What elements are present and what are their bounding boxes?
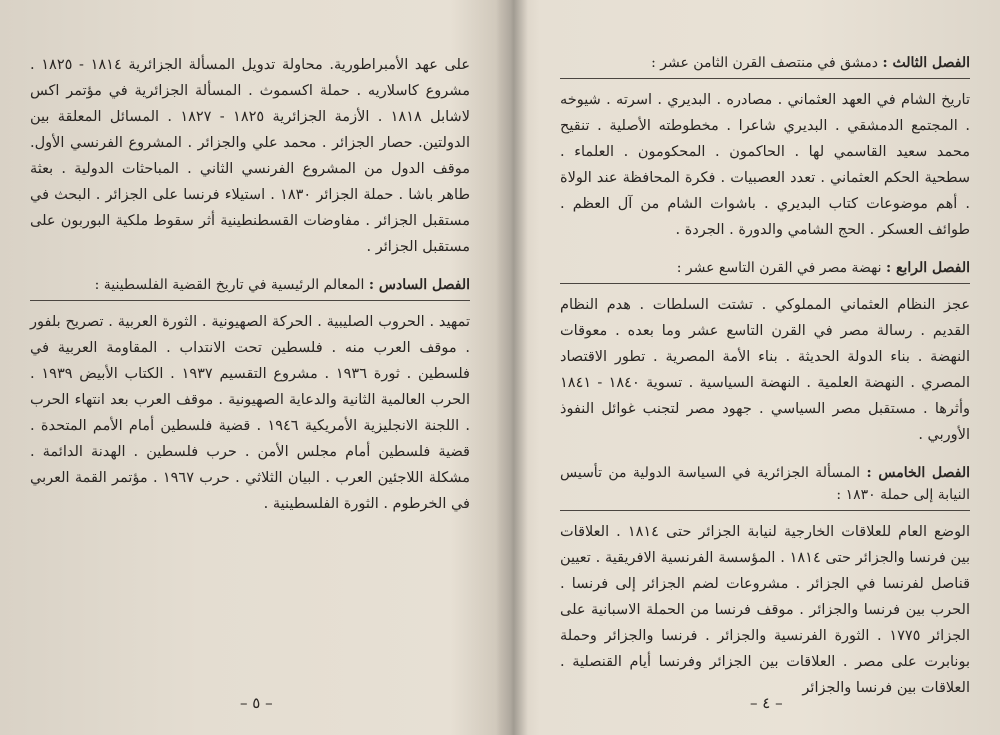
- page-number-left: – ٥ –: [240, 694, 273, 712]
- section-4: [560, 257, 970, 448]
- section-5-label: الفصل الخامس :: [866, 465, 971, 481]
- section-6-heading: [30, 274, 470, 301]
- section-6-title: المعالم الرئيسية في تاريخ القضية الفلسطينية :: [94, 277, 365, 293]
- section-6: [30, 274, 470, 517]
- section-3-body: تاريخ الشام في العهد العثماني . مصادره . البديري . اسرته . شيوخه . المجتمع الدمشقي . البديري شاعرا . مخطوطته الأصلية . تنقيح محمد سعيد القاسمي لها . الحاكمون . المحكومون . العلماء . سطحية الحكم العثماني . تعدد العصبيات . فكرة المحافظة عند الولاة . أهم موضوعات كتاب البديري . باشوات الشام من آل العظم . طوائف العسكر . الحج الشامي والدورة . الجردة .: [560, 92, 970, 238]
- section-3: [560, 52, 970, 243]
- section-4-body: عجز النظام العثماني المملوكي . تشتت السلطات . هدم النظام القديم . رسالة مصر في القرن التاسع عشر وما بعده . معوقات النهضة . بناء الدولة الحديثة . بناء الأمة المصرية . تطور الاقتصاد المصري . النهضة العلمية . النهضة السياسية . تسوية ١٨٤٠ - ١٨٤١ وأثرها . مستقبل مصر السياسي . جهود مصر لتجنب غوائل النفوذ الأوربي .: [560, 297, 971, 443]
- book-gutter: [496, 0, 528, 735]
- section-6-label: الفصل السادس :: [368, 277, 470, 293]
- section-4-title: نهضة مصر في القرن التاسع عشر :: [676, 260, 882, 276]
- section-3-label: الفصل الثالث :: [882, 55, 970, 71]
- left-page-intro: على عهد الأمبراطورية. محاولة تدويل المسألة الجزائرية ١٨١٤ - ١٨٢٥ . مشروع كاسلاريه . حملة اكسموث . المسألة الجزائرية في مؤتمر اكس لاشابل ١٨١٨ . الأزمة الجزائرية ١٨٢٥ - ١٨٢٧ . المسائل المعلقة بين الدولتين. حصار الجزائر . محمد علي والجزائر . المشروع الفرنسي الأول. موقف الدول من المشروع الفرنسي الثاني . المباحثات الدولية . بعثة طاهر باشا . حملة الجزائر ١٨٣٠ . استيلاء فرنسا على الجزائر . البحث في مستقبل الجزائر . مفاوضات القسطنطينية أثر سقوط ملكية البوربون على مستقبل الجزائر .: [30, 57, 471, 255]
- page-number-right: – ٤ –: [750, 694, 783, 712]
- section-3-heading: [560, 52, 970, 79]
- left-page: [30, 52, 470, 712]
- section-5-heading: [560, 462, 970, 511]
- section-4-heading: [560, 257, 970, 284]
- right-page: [560, 52, 970, 712]
- section-3-title: دمشق في منتصف القرن الثامن عشر :: [651, 55, 878, 71]
- section-4-label: الفصل الرابع :: [885, 260, 970, 276]
- section-5-title: المسألة الجزائرية في السياسة الدولية من تأسيس النيابة إلى حملة ١٨٣٠ :: [560, 465, 970, 503]
- section-5-body: الوضع العام للعلاقات الخارجية لنيابة الجزائر حتى ١٨١٤ . العلاقات بين فرنسا والجزائر حتى ١٨١٤ . المؤسسة الفرنسية الافريقية . تعيين قناصل لفرنسا في الجزائر . مشروعات لضم الجزائر إلى فرنسا . الحرب بين فرنسا والجزائر . موقف فرنسا من الحملة الاسبانية على الجزائر ١٧٧٥ . الثورة الفرنسية والجزائر . فرنسا والجزائر وحملة بونابرت على مصر . العلاقات بين الجزائر وفرنسا أيام القنصلية . العلاقات بين فرنسا والجزائر: [560, 524, 971, 696]
- section-6-body: تمهيد . الحروب الصليبية . الحركة الصهيونية . الثورة العربية . تصريح بلفور . موقف العرب منه . فلسطين تحت الانتداب . المقاومة العربية في فلسطين . ثورة ١٩٣٦ . مشروع التقسيم ١٩٣٧ . الكتاب الأبيض ١٩٣٩ . الحرب العالمية الثانية والدعاية الصهيونية . موقف العرب بعد انتهاء الحرب . اللجنة الانجليزية الأمريكية ١٩٤٦ . قضية فلسطين أمام الأمم المتحدة . قضية فلسطين أمام مجلس الأمن . حرب فلسطين . الهدنة الدائمة . مشكلة اللاجئين العرب . البيان الثلاثي . حرب ١٩٦٧ . مؤتمر القمة العربي في الخرطوم . الثورة الفلسطينية .: [30, 314, 470, 512]
- section-5: [560, 462, 970, 701]
